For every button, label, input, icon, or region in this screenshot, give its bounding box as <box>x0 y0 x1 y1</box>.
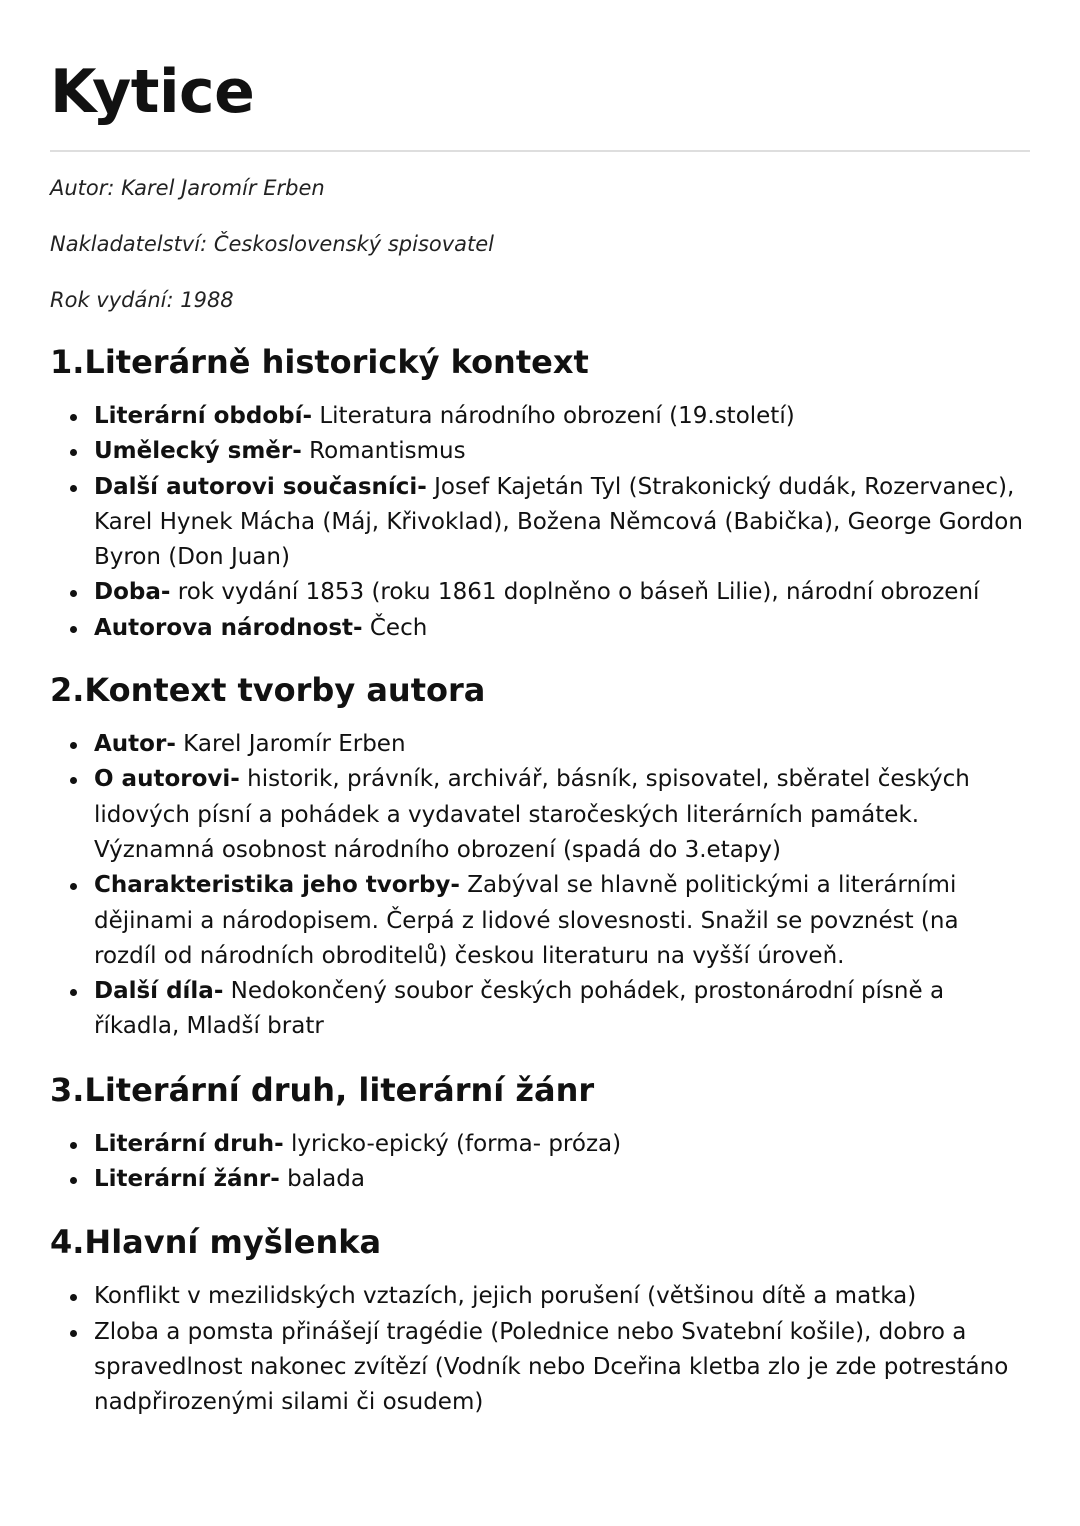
list-item <box>94 611 1030 646</box>
list-item <box>94 434 1030 469</box>
item-text: Romantismus <box>301 438 466 465</box>
item-text: Karel Jaromír Erben <box>175 731 406 758</box>
section-heading-context: 1.Literárně historický kontext <box>50 343 589 381</box>
item-term: Autorova národnost- <box>94 614 363 641</box>
item-term: Umělecký směr- <box>94 438 302 465</box>
title-divider <box>50 150 1030 152</box>
item-term: Literární žánr- <box>94 1166 280 1193</box>
page-title: Kytice <box>50 57 255 127</box>
item-text: Zloba a pomsta přinášejí tragédie (Polednice nebo Svatební košile), dobro a spravedlnost nakonec zvítězí (Vodník nebo Dceřina kletba zlo je zde potrestáno nadpřirozenými silami či osudem) <box>94 1318 1009 1416</box>
item-term: Další autorovi současníci- <box>94 473 427 500</box>
section-list-author-context <box>50 727 1030 1045</box>
item-term: Autor- <box>94 731 176 758</box>
list-item <box>94 575 1030 610</box>
item-text: rok vydání 1853 (roku 1861 doplněno o báseň Lilie), národní obrození <box>170 579 980 606</box>
item-term: Další díla- <box>94 978 224 1005</box>
list-item <box>94 470 1030 576</box>
list-item <box>94 727 1030 762</box>
item-text: lyricko-epický (forma- próza) <box>283 1130 622 1157</box>
list-item <box>94 762 1030 868</box>
section-list-genre <box>50 1127 1030 1198</box>
meta-author: Autor: Karel Jaromír Erben <box>50 176 325 200</box>
item-text: Čech <box>362 614 428 641</box>
item-text: Nedokončený soubor českých pohádek, prostonárodní písně a říkadla, Mladší bratr <box>94 978 945 1040</box>
item-text: Literatura národního obrození (19.století) <box>312 403 795 429</box>
item-text: Zabýval se hlavně politickými a literárními dějinami a národopisem. Čerpá z lidové slovesnosti. Snažil se povznést (na rozdíl od národních obroditelů) českou literaturu na vyšší úroveň. <box>94 872 959 969</box>
item-text: Konflikt v mezilidských vztazích, jejich porušení (většinou dítě a matka) <box>94 1283 917 1310</box>
item-text: Josef Kajetán Tyl (Strakonický dudák, Rozervanec), Karel Hynek Mácha (Máj, Křivoklad), Božena Němcová (Babička), George Gordon Byron (Don Juan) <box>94 473 1023 571</box>
section-heading-main-idea: 4.Hlavní myšlenka <box>50 1223 382 1262</box>
section-heading-genre: 3.Literární druh, literární žánr <box>50 1070 595 1109</box>
item-term: Literární období- <box>94 403 313 429</box>
item-term: Charakteristika jeho tvorby- <box>94 872 460 899</box>
section-list-context <box>50 399 1030 646</box>
item-term: Doba- <box>94 579 171 606</box>
list-item <box>94 1127 1030 1162</box>
item-term: Literární druh- <box>94 1130 284 1157</box>
list-item <box>94 1279 1030 1314</box>
section-heading-author-context: 2.Kontext tvorby autora <box>50 671 486 710</box>
list-item <box>94 1162 1030 1197</box>
meta-publisher: Nakladatelství: Československý spisovatel <box>50 232 495 256</box>
list-item <box>94 399 1030 434</box>
item-term: O autorovi- <box>94 766 240 793</box>
list-item <box>94 974 1030 1045</box>
list-item <box>94 868 1030 974</box>
item-text: historik, právník, archivář, básník, spisovatel, sběratel českých lidových písní a pohádek a vydavatel staročeských literárních památek. Významná osobnost národního obrození (spadá do 3.etapy) <box>94 766 970 863</box>
meta-year: Rok vydání: 1988 <box>50 288 234 312</box>
list-item <box>94 1315 1030 1421</box>
item-text: balada <box>279 1166 365 1193</box>
section-list-main-idea <box>50 1279 1030 1420</box>
